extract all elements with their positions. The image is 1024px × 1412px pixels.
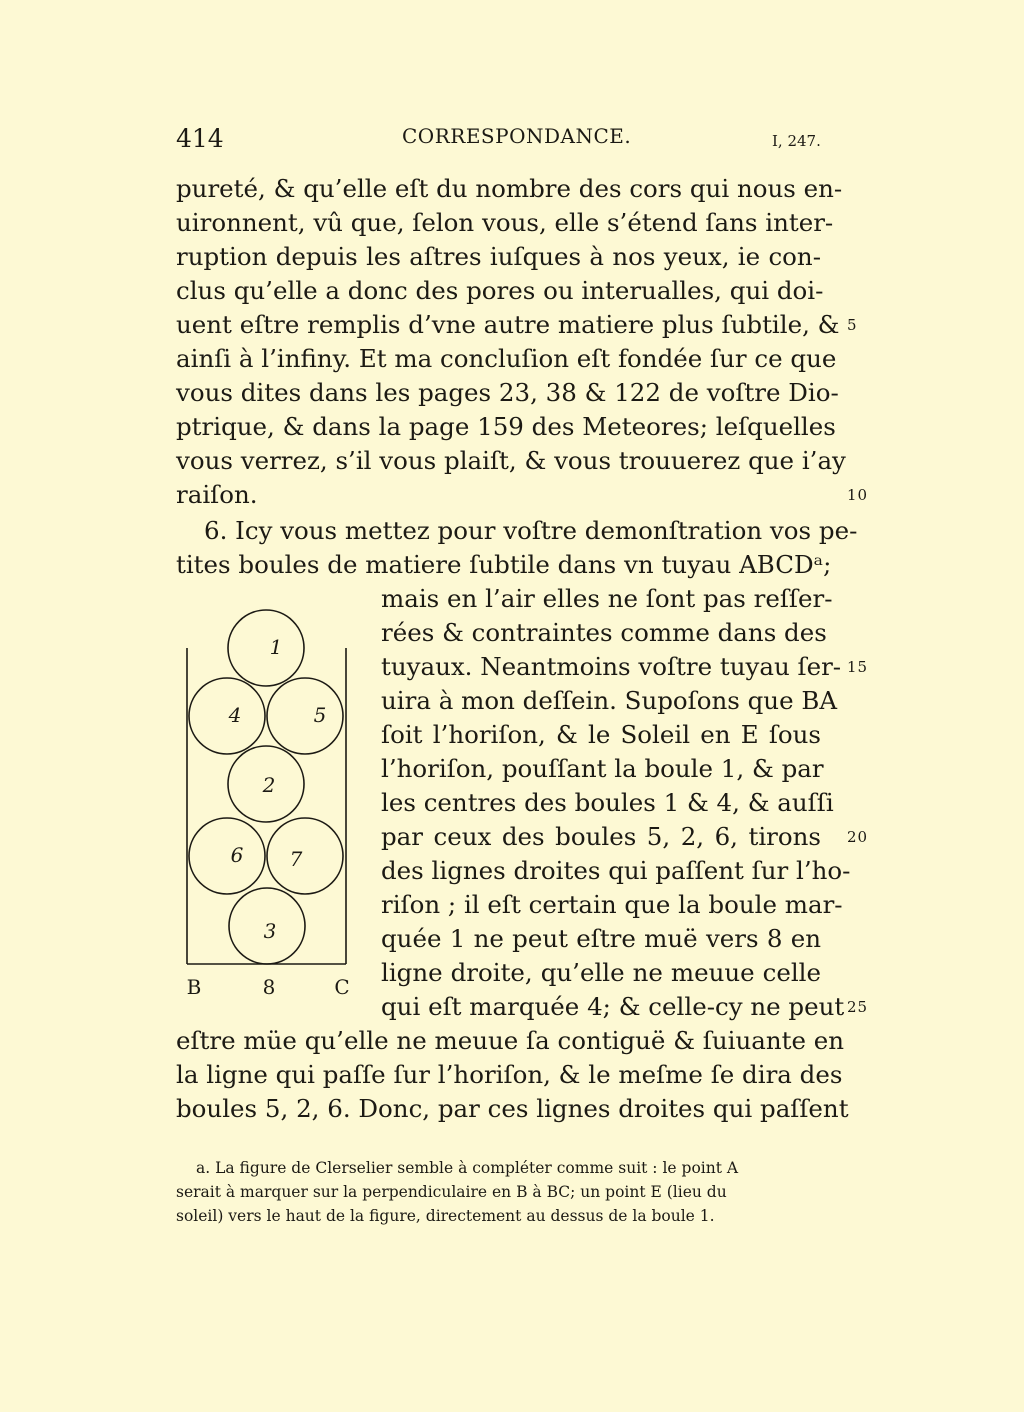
text-line: vous dites dans les pages 23, 38 & 122 de voſtre Dio- <box>176 378 839 407</box>
running-title: CORRESPONDANCE. <box>402 124 632 148</box>
text-line: ruption depuis les aſtres iuſques à nos yeux, ie con- <box>176 242 821 271</box>
footnote <box>176 1156 821 1228</box>
text-line: tites boules de matiere ſubtile dans vn tuyau ABCDᵃ; <box>176 550 832 579</box>
ball-label-4: 4 <box>228 703 242 727</box>
line-number-marker: 20 <box>847 828 869 846</box>
text-line: l’horiſon, pouſſant la boule 1, & par <box>381 754 824 783</box>
line-number-marker: 25 <box>847 998 869 1016</box>
text-line: uironnent, vû que, ſelon vous, elle s’étend ſans inter- <box>176 208 834 237</box>
figure-svg <box>180 604 360 1002</box>
text-line: ptrique, & dans la page 159 des Meteores; leſquelles <box>176 412 836 441</box>
text-line: pureté, & qu’elle eſt du nombre des cors qui nous en- <box>176 174 843 203</box>
tube-of-balls-figure <box>180 604 360 1002</box>
text-line: mais en l’air elles ne ſont pas reſſer- <box>381 584 833 613</box>
text-line: rées & contraintes comme dans des <box>381 618 827 647</box>
ball-4 <box>189 678 265 754</box>
text-line: qui eſt marquée 4; & celle-cy ne peut <box>381 992 845 1021</box>
text-line: 6. Icy vous mettez pour voſtre demonſtration vos pe- <box>204 516 858 545</box>
ball-label-6: 6 <box>230 843 244 867</box>
point-label-c: C <box>334 975 350 999</box>
line-number-marker: 5 <box>847 316 858 334</box>
ball-label-1: 1 <box>269 635 283 659</box>
text-line: clus qu’elle a donc des pores ou interualles, qui doi- <box>176 276 824 305</box>
text-line: la ligne qui paſſe ſur l’horiſon, & le meſme ſe dira des <box>176 1060 843 1089</box>
text-line: uent eſtre remplis d’vne autre matiere plus ſubtile, & <box>176 310 840 339</box>
ball-label-7: 7 <box>289 847 303 871</box>
line-number-marker: 15 <box>847 658 869 676</box>
footnote-line: soleil) vers le haut de la figure, directement au dessus de la boule 1. <box>176 1207 715 1225</box>
page-number: 414 <box>176 124 224 153</box>
text-line: vous verrez, s’il vous plaiſt, & vous trouuerez que i’ay <box>176 446 846 475</box>
text-line: des lignes droites qui paſſent ſur l’ho- <box>381 856 851 885</box>
ball-label-3: 3 <box>263 919 277 943</box>
footnote-line: a. La figure de Clerselier semble à compléter comme suit : le point A <box>196 1159 739 1177</box>
text-line: eſtre müe qu’elle ne meuue ſa contiguë & ſuiuante en <box>176 1026 845 1055</box>
text-line: ligne droite, qu’elle ne meuue celle <box>381 958 821 987</box>
text-line: les centres des boules 1 & 4, & auſſi <box>381 788 834 817</box>
ball-7 <box>267 818 343 894</box>
ball-label-5: 5 <box>313 703 327 727</box>
text-line: par ceux des boules 5, 2, 6, tirons <box>381 822 821 851</box>
text-line: riſon ; il eſt certain que la boule mar- <box>381 890 843 919</box>
ball-5 <box>267 678 343 754</box>
text-line: ſoit l’horiſon, & le Soleil en E ſous <box>381 720 821 749</box>
text-line: quée 1 ne peut eſtre muë vers 8 en <box>381 924 821 953</box>
text-line: uira à mon deſſein. Supoſons que BA <box>381 686 838 715</box>
text-line: tuyaux. Neantmoins voſtre tuyau ſer- <box>381 652 842 681</box>
text-line: boules 5, 2, 6. Donc, par ces lignes droites qui paſſent <box>176 1094 849 1123</box>
point-label-b: B <box>186 975 202 999</box>
footnote-line: serait à marquer sur la perpendiculaire en B à BC; un point E (lieu du <box>176 1183 727 1201</box>
ball-1 <box>228 610 304 686</box>
text-line: raiſon. <box>176 480 258 509</box>
ball-6 <box>189 818 265 894</box>
edition-reference: I, 247. <box>772 132 821 150</box>
text-line: ainſi à l’infiny. Et ma concluſion eſt fondée ſur ce que <box>176 344 837 373</box>
line-number-marker: 10 <box>847 486 869 504</box>
ball-label-2: 2 <box>262 773 276 797</box>
point-label-8: 8 <box>262 975 276 999</box>
